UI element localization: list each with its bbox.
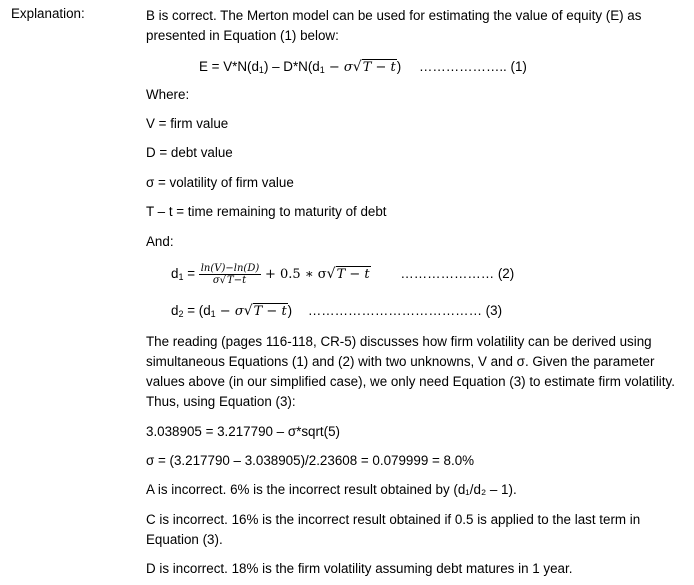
choice-c-explanation: C is incorrect. 16% is the incorrect result obtained if 0.5 is applied to the last term in Equation (3). — [146, 512, 641, 547]
definition-d: D = debt value — [146, 145, 233, 160]
equation-3: $d_2 = (d_1 - \sigma√T - t)$ ………………………………… (3) — [171, 303, 503, 319]
eq1-sigma-sqrt: − σ√T − t — [324, 59, 396, 75]
eq2-numerator: ln(V)−ln(D) — [200, 263, 260, 274]
intro-paragraph: B is correct. The Merton model can be used for estimating the value of equity (E) as presented in Equation (1) below: — [146, 8, 642, 43]
reading-paragraph: The reading (pages 116-118, CR-5) discusses how firm volatility can be derived using simultaneous Equations (1) and (2) with two unknowns, V and σ. Given the parameter values above (in our simplified case), we only need Equation (3) to estimate firm volatility. Thus, using Equation (3): — [146, 334, 675, 409]
eq2-lhs: d — [171, 266, 179, 282]
equation-2 — [171, 263, 514, 286]
definition-sigma: σ = volatility of firm value — [146, 175, 294, 190]
explanation-label: Explanation: — [11, 6, 85, 21]
calculation-1: 3.038905 = 3.217790 – σ*sqrt(5) — [146, 424, 341, 439]
eq1-number: ……………….. (1) — [418, 59, 527, 74]
eq1-lhs: E = V*N(d — [199, 59, 259, 74]
and-label: And: — [146, 234, 174, 249]
eq3-lhs: d — [171, 303, 179, 318]
choice-d-explanation: D is incorrect. 18% is the firm volatility assuming debt matures in 1 year. — [146, 561, 573, 576]
choice-a-explanation: A is incorrect. 6% is the incorrect result obtained by (d₁/d₂ – 1). — [146, 482, 517, 497]
eq3-sub2: 1 — [210, 309, 216, 319]
eq2-equals: = — [183, 266, 199, 282]
eq3-number: ………………………………… (3) — [307, 303, 503, 318]
eq1-sub2: 1 — [319, 65, 325, 75]
eq2-fraction — [199, 263, 262, 286]
eq1-sub1: 1 — [258, 65, 264, 75]
eq3-sigma-sqrt: − σ√T − t — [215, 303, 287, 319]
eq2-denominator: σ√T−t — [212, 275, 247, 286]
eq3-sub: 2 — [178, 309, 184, 319]
eq2-number: ………………… (2) — [400, 266, 515, 282]
eq1-mid: ) – D*N(d — [263, 59, 320, 74]
eq3-equals: = (d — [183, 303, 211, 318]
equation-1: $E = V*N(d_1) - D*N(d_1 - \sigma√T - t)$ ……………….. (1) — [199, 59, 527, 75]
eq2-term: + 0.5 ∗ σ√T − t — [264, 266, 370, 283]
eq2-sub: 1 — [178, 272, 184, 283]
definition-t: T – t = time remaining to maturity of debt — [146, 204, 387, 219]
calculation-2: σ = (3.217790 – 3.038905)/2.23608 = 0.079999 = 8.0% — [146, 453, 475, 468]
definition-v: V = firm value — [146, 116, 229, 131]
where-label: Where: — [146, 87, 190, 102]
